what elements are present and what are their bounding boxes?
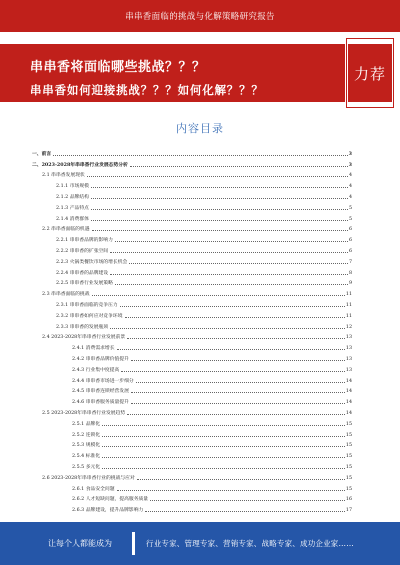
toc-leader-dots bbox=[91, 209, 348, 210]
toc-entry-label: 2.4.3 行业集中度提高 bbox=[72, 367, 120, 373]
toc-leader-dots bbox=[125, 317, 345, 318]
toc-entry-page: 15 bbox=[345, 421, 352, 427]
footer-slogan-right: 行业专家、管理专家、营销专家、战略专家、成功企业家…… bbox=[146, 539, 354, 548]
toc-entry-label: 二、2023-2028年串串香行业发展态势分析 bbox=[32, 161, 128, 168]
toc-entry[interactable] bbox=[30, 319, 352, 330]
toc-entry-label: 2.3.2 串串香如何应对竞争环境 bbox=[56, 313, 123, 319]
toc-entry-label: 2.4.6 串串香服务质量提升 bbox=[72, 400, 129, 406]
toc-leader-dots bbox=[117, 490, 345, 491]
toc-entry-label: 2.2.5 串串香行业发展策略 bbox=[56, 281, 113, 287]
toc-leader-dots bbox=[131, 392, 345, 393]
toc-entry-page: 11 bbox=[345, 302, 352, 308]
toc-entry-page: 4 bbox=[348, 184, 352, 190]
toc-entry-label: 2.3 串串香面临的挑战 bbox=[42, 292, 90, 298]
toc-entry-page: 4 bbox=[348, 194, 352, 200]
toc-entry[interactable] bbox=[30, 340, 352, 351]
toc-leader-dots bbox=[136, 382, 345, 383]
recommend-badge-label: 力荐 bbox=[348, 44, 392, 102]
toc-entry-page: 13 bbox=[345, 335, 352, 341]
toc-entry-page: 13 bbox=[345, 367, 352, 373]
toc-entry-page: 3 bbox=[348, 150, 352, 157]
toc-entry-page: 15 bbox=[345, 432, 352, 438]
toc-entry-page: 8 bbox=[348, 270, 352, 276]
toc-entry-label: 2.6.2 人才短缺问题，提高服务质量 bbox=[72, 497, 149, 503]
toc-leader-dots bbox=[110, 252, 348, 253]
toc-leader-dots bbox=[91, 187, 348, 188]
toc-entry-label: 2.5.5 多元化 bbox=[72, 464, 101, 470]
toc-entry-label: 2.2.1 串串香品牌的影响力 bbox=[56, 238, 113, 244]
toc-entry[interactable] bbox=[30, 232, 352, 243]
recommend-badge bbox=[346, 38, 394, 108]
toc-entry-page: 14 bbox=[345, 389, 352, 395]
toc-leader-dots bbox=[102, 468, 345, 469]
toc-entry-label: 2.5 2023-2028年串串香行业发展趋势 bbox=[42, 410, 126, 416]
toc-entry[interactable] bbox=[30, 276, 352, 287]
toc-entry-label: 2.5.1 品牌化 bbox=[72, 421, 101, 427]
hero-question-2: 串串香如何迎接挑战？？？如何化解？？？ bbox=[30, 83, 264, 97]
report-title-bar bbox=[0, 0, 400, 32]
toc-entry[interactable] bbox=[30, 416, 352, 427]
toc-entry[interactable] bbox=[30, 362, 352, 373]
toc-entry-page: 15 bbox=[345, 486, 352, 492]
toc-leader-dots bbox=[131, 403, 345, 404]
toc-entry[interactable] bbox=[30, 330, 352, 341]
toc-entry[interactable] bbox=[30, 492, 352, 503]
toc-entry-page: 14 bbox=[345, 378, 352, 384]
toc-entry-label: 2.3.1 串串香面临的竞争压力 bbox=[56, 302, 118, 308]
toc-entry[interactable] bbox=[30, 297, 352, 308]
toc-entry-label: 2.4.1 消费需求增长 bbox=[72, 346, 115, 352]
toc-entry-label: 2.1.2 品牌结构 bbox=[56, 194, 89, 200]
toc-entry[interactable] bbox=[30, 168, 352, 179]
toc-leader-dots bbox=[110, 328, 345, 329]
toc-entry-page: 11 bbox=[345, 292, 352, 298]
toc-entry[interactable] bbox=[30, 308, 352, 319]
toc-entry-label: 2.2 串串香面临的机遇 bbox=[42, 227, 90, 233]
toc-entry-page: 6 bbox=[348, 227, 352, 233]
toc-entry[interactable] bbox=[30, 405, 352, 416]
toc-entry[interactable] bbox=[30, 459, 352, 470]
toc-leader-dots bbox=[121, 371, 345, 372]
toc-leader-dots bbox=[102, 446, 345, 447]
toc-entry-page: 6 bbox=[348, 248, 352, 254]
toc-leader-dots bbox=[130, 166, 348, 167]
toc-entry-page: 9 bbox=[348, 281, 352, 287]
toc-entry-page: 15 bbox=[345, 475, 352, 481]
toc-entry-page: 3 bbox=[348, 161, 352, 168]
toc-entry[interactable] bbox=[30, 178, 352, 189]
toc-entry-page: 15 bbox=[345, 443, 352, 449]
toc-entry-page: 15 bbox=[345, 464, 352, 470]
toc-entry-label: 2.4 2023-2028年串串香行业发展前景 bbox=[42, 335, 126, 341]
toc-entry[interactable] bbox=[30, 373, 352, 384]
toc-leader-dots bbox=[150, 500, 345, 501]
toc-leader-dots bbox=[127, 338, 345, 339]
toc-entry-page: 13 bbox=[345, 346, 352, 352]
hero-banner bbox=[0, 38, 400, 108]
toc-entry-label: 2.1.3 产品特点 bbox=[56, 205, 89, 211]
toc-leader-dots bbox=[127, 414, 345, 415]
toc-entry-page: 7 bbox=[348, 259, 352, 265]
toc-entry-page: 14 bbox=[345, 400, 352, 406]
toc-entry-label: 2.2.4 串串香的品牌建设 bbox=[56, 270, 109, 276]
toc-leader-dots bbox=[102, 425, 345, 426]
toc-entry-label: 2.5.2 连锁化 bbox=[72, 432, 101, 438]
footer-slogan-left: 让每个人都能成为 bbox=[48, 539, 112, 548]
toc-entry-label: 2.6.1 食品安全问题 bbox=[72, 486, 115, 492]
toc-entry-page: 16 bbox=[345, 497, 352, 503]
toc-entry[interactable] bbox=[30, 481, 352, 492]
toc-leader-dots bbox=[53, 155, 347, 156]
toc-leader-dots bbox=[137, 479, 345, 480]
report-title: 串串香面临的挑战与化解策略研究报告 bbox=[125, 12, 275, 22]
toc-entry[interactable] bbox=[30, 222, 352, 233]
toc-entry-page: 14 bbox=[345, 410, 352, 416]
toc-entry[interactable] bbox=[30, 394, 352, 405]
toc-entry-page: 4 bbox=[348, 173, 352, 179]
toc-entry-label: 2.2.3 火锅类餐饮市场的增长机会 bbox=[56, 259, 128, 265]
toc-entry-page: 13 bbox=[345, 356, 352, 362]
toc-leader-dots bbox=[129, 263, 348, 264]
toc-entry-label: 2.2.2 串串香的扩张空间 bbox=[56, 248, 109, 254]
toc-entry-page: 17 bbox=[345, 508, 352, 514]
toc-leader-dots bbox=[120, 306, 345, 307]
hero-question-1: 串串香将面临哪些挑战？？？ bbox=[30, 60, 206, 75]
hero-band bbox=[0, 44, 345, 102]
toc-leader-dots bbox=[102, 436, 345, 437]
toc-entry-label: 2.5.3 规模化 bbox=[72, 443, 101, 449]
toc-leader-dots bbox=[131, 360, 345, 361]
toc-leader-dots bbox=[92, 230, 348, 231]
toc-leader-dots bbox=[115, 241, 348, 242]
toc-entry-page: 11 bbox=[345, 313, 352, 319]
toc-entry[interactable] bbox=[30, 157, 352, 168]
toc-leader-dots bbox=[87, 176, 348, 177]
toc-entry[interactable] bbox=[30, 438, 352, 449]
footer-bar bbox=[0, 522, 400, 565]
toc-entry[interactable] bbox=[30, 502, 352, 513]
toc-entry-label: 2.6 2023-2028年串串香行业的挑战与应对 bbox=[42, 475, 135, 481]
toc-heading: 内容目录 bbox=[176, 122, 224, 135]
toc-entry[interactable] bbox=[30, 351, 352, 362]
toc-entry-label: 2.5.4 标准化 bbox=[72, 454, 101, 460]
toc-entry-page: 6 bbox=[348, 238, 352, 244]
table-of-contents bbox=[30, 146, 352, 513]
footer-divider bbox=[132, 532, 135, 555]
toc-entry-page: 12 bbox=[345, 324, 352, 330]
toc-leader-dots bbox=[145, 511, 345, 512]
toc-entry[interactable] bbox=[30, 470, 352, 481]
toc-entry-label: 2.4.2 串串香品牌价值提升 bbox=[72, 356, 129, 362]
toc-entry-label: 2.1 串串香发展现状 bbox=[42, 173, 85, 179]
toc-leader-dots bbox=[117, 349, 345, 350]
toc-entry[interactable] bbox=[30, 448, 352, 459]
toc-entry-label: 2.3.3 串串香的发展瓶颈 bbox=[56, 324, 109, 330]
toc-entry-label: 2.1.4 消费群体 bbox=[56, 216, 89, 222]
toc-entry-label: 2.4.5 串串香连锁经营发展 bbox=[72, 389, 129, 395]
toc-leader-dots bbox=[91, 220, 348, 221]
toc-entry[interactable] bbox=[30, 286, 352, 297]
toc-entry[interactable] bbox=[30, 427, 352, 438]
toc-entry-label: 一、前言 bbox=[32, 150, 52, 157]
toc-entry-page: 15 bbox=[345, 454, 352, 460]
toc-leader-dots bbox=[92, 295, 345, 296]
toc-entry[interactable] bbox=[30, 211, 352, 222]
toc-entry[interactable] bbox=[30, 189, 352, 200]
toc-entry[interactable] bbox=[30, 243, 352, 254]
toc-leader-dots bbox=[91, 198, 348, 199]
toc-entry[interactable] bbox=[30, 265, 352, 276]
toc-entry[interactable] bbox=[30, 384, 352, 395]
toc-leader-dots bbox=[110, 274, 348, 275]
toc-leader-dots bbox=[102, 457, 345, 458]
toc-entry[interactable] bbox=[30, 200, 352, 211]
toc-entry[interactable] bbox=[30, 146, 352, 157]
toc-leader-dots bbox=[115, 284, 348, 285]
toc-entry-page: 5 bbox=[348, 216, 352, 222]
toc-entry-page: 5 bbox=[348, 205, 352, 211]
toc-entry[interactable] bbox=[30, 254, 352, 265]
toc-entry-label: 2.6.3 品牌建设，提升品牌影响力 bbox=[72, 508, 144, 514]
toc-entry-label: 2.1.1 市场规模 bbox=[56, 184, 89, 190]
toc-entry-label: 2.4.4 串串香市场进一步细分 bbox=[72, 378, 134, 384]
